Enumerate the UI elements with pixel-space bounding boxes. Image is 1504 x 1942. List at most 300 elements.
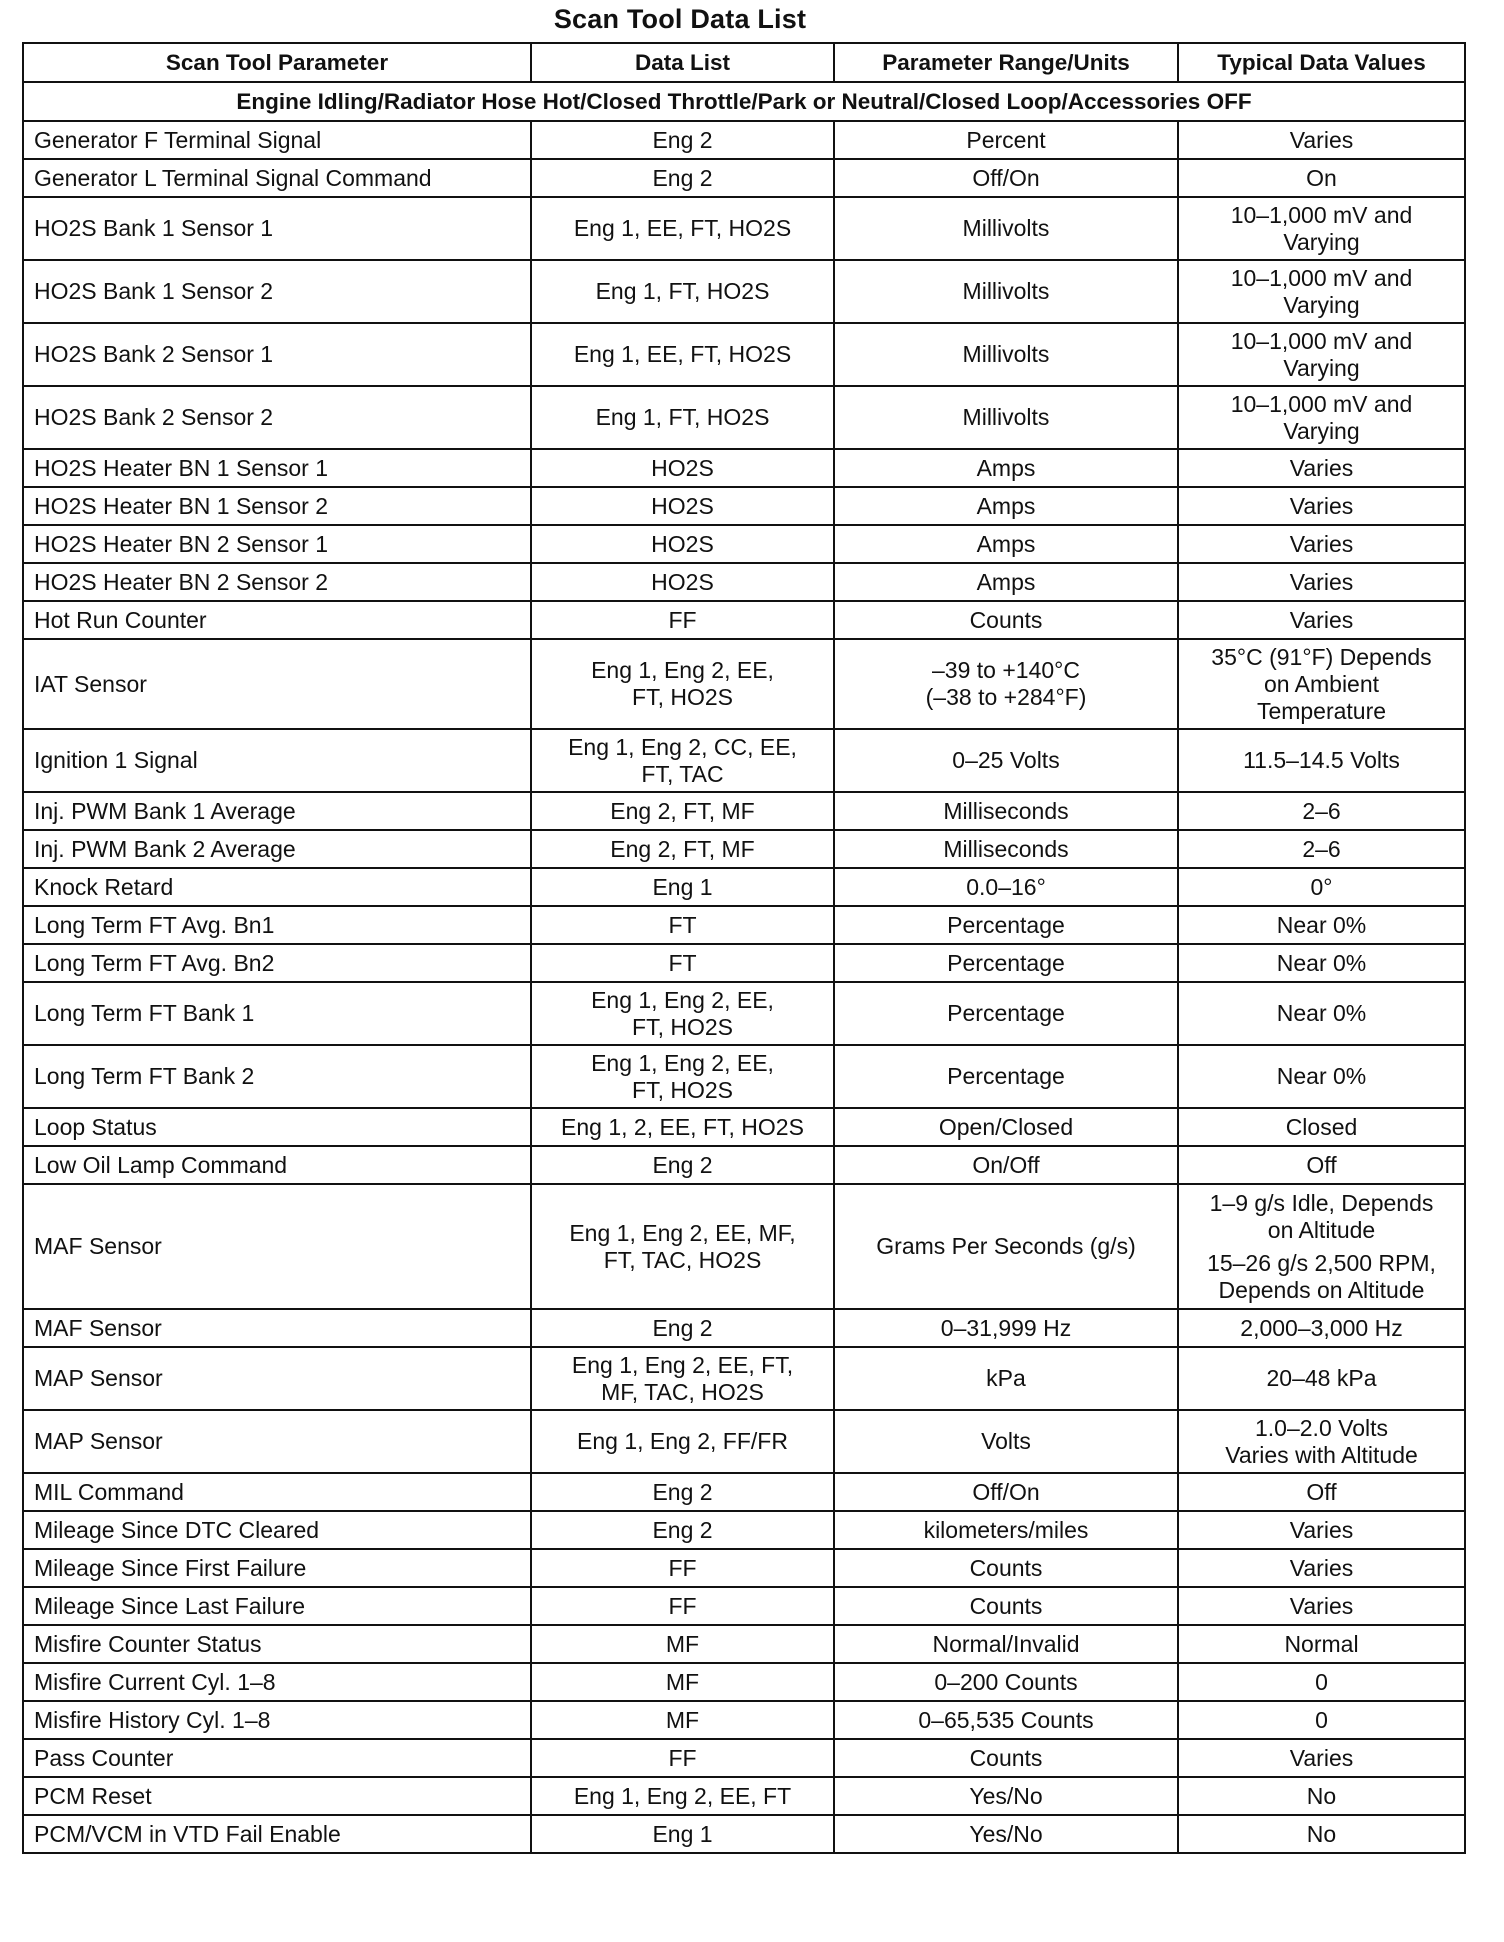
range-units-line: 0–31,999 Hz xyxy=(940,1314,1072,1341)
typical-value-line: Normal xyxy=(1284,1630,1359,1657)
table-row xyxy=(23,1777,1465,1815)
data-list-cell xyxy=(531,449,834,487)
data-list-line: Eng 1 xyxy=(652,873,713,900)
parameter-cell: Hot Run Counter xyxy=(23,601,531,639)
data-list-line: HO2S xyxy=(651,530,714,557)
data-list-cell xyxy=(531,1347,834,1410)
scan-tool-data-table xyxy=(22,42,1466,1854)
range-units-line: Millivolts xyxy=(962,278,1050,304)
data-list-line: Eng 2, FT, MF xyxy=(610,797,755,824)
data-list-cell xyxy=(531,159,834,197)
typical-value-line: Near 0% xyxy=(1276,949,1367,976)
data-list-cell xyxy=(531,868,834,906)
table-row xyxy=(23,563,1465,601)
column-header-range-units: Parameter Range/Units xyxy=(834,43,1178,82)
range-units-cell xyxy=(834,563,1178,601)
range-units-cell xyxy=(834,260,1178,323)
data-list-cell xyxy=(531,1045,834,1108)
data-list-line: FF xyxy=(668,606,697,633)
range-units-cell xyxy=(834,1045,1178,1108)
typical-value-cell xyxy=(1178,639,1465,729)
data-list-cell xyxy=(531,1146,834,1184)
data-list-line: HO2S xyxy=(651,454,714,481)
parameter-cell: Loop Status xyxy=(23,1108,531,1146)
typical-value-line: Varies xyxy=(1289,1592,1354,1619)
range-units-cell xyxy=(834,1410,1178,1473)
typical-value-line: Varies xyxy=(1289,568,1354,595)
typical-value-line: 10–1,000 mV and xyxy=(1230,201,1413,228)
typical-value-line: Varies xyxy=(1289,126,1354,153)
typical-value-line: 2–6 xyxy=(1302,797,1341,824)
typical-value-cell xyxy=(1178,121,1465,159)
data-list-cell xyxy=(531,792,834,830)
typical-value-line: on Altitude xyxy=(1267,1216,1376,1243)
data-list-cell xyxy=(531,1511,834,1549)
data-list-line: Eng 1, Eng 2, EE, xyxy=(591,986,774,1013)
typical-value-line: Varying xyxy=(1283,228,1360,255)
range-units-cell xyxy=(834,1739,1178,1777)
data-list-line: Eng 2 xyxy=(652,126,713,153)
table-row xyxy=(23,1739,1465,1777)
range-units-cell xyxy=(834,1146,1178,1184)
parameter-cell: PCM Reset xyxy=(23,1777,531,1815)
range-units-cell xyxy=(834,944,1178,982)
range-units-line: –39 to +140°C xyxy=(932,657,1080,683)
column-header-typical-values: Typical Data Values xyxy=(1178,43,1465,82)
parameter-cell: Long Term FT Avg. Bn2 xyxy=(23,944,531,982)
typical-value-line: 2–6 xyxy=(1302,835,1341,862)
typical-value-line: Varies xyxy=(1289,1516,1354,1543)
data-list-line: Eng 1, Eng 2, EE, MF, xyxy=(569,1219,796,1246)
data-list-line: FT, TAC, HO2S xyxy=(603,1246,762,1273)
data-list-cell xyxy=(531,1625,834,1663)
range-units-line: Normal/Invalid xyxy=(932,1630,1080,1657)
typical-value-line: 10–1,000 mV and xyxy=(1230,264,1413,291)
data-list-line: MF xyxy=(665,1630,700,1657)
data-list-line: Eng 2, FT, MF xyxy=(610,835,755,862)
table-row xyxy=(23,729,1465,792)
range-units-line: Millivolts xyxy=(962,341,1050,367)
typical-value-line: 35°C (91°F) Depends xyxy=(1211,643,1432,670)
data-list-cell xyxy=(531,1108,834,1146)
table-row xyxy=(23,1701,1465,1739)
typical-value-cell xyxy=(1178,1815,1465,1853)
range-units-line: Percentage xyxy=(947,949,1065,976)
parameter-cell: HO2S Bank 2 Sensor 1 xyxy=(23,323,531,386)
range-units-line: Percentage xyxy=(947,911,1065,938)
typical-value-cell xyxy=(1178,1549,1465,1587)
data-list-line: MF, TAC, HO2S xyxy=(601,1378,764,1405)
data-list-cell xyxy=(531,563,834,601)
typical-value-line: Varying xyxy=(1283,291,1360,318)
typical-value-cell xyxy=(1178,1045,1465,1108)
range-units-line: 0–25 Volts xyxy=(952,747,1060,773)
data-list-line: Eng 1, Eng 2, EE, FT, xyxy=(571,1351,794,1378)
range-units-line: Counts xyxy=(969,1744,1043,1771)
data-list-line: HO2S xyxy=(651,492,714,519)
data-list-cell xyxy=(531,601,834,639)
parameter-cell: Ignition 1 Signal xyxy=(23,729,531,792)
range-units-cell xyxy=(834,1309,1178,1347)
parameter-cell: Long Term FT Avg. Bn1 xyxy=(23,906,531,944)
range-units-line: (–38 to +284°F) xyxy=(925,684,1087,710)
typical-value-line: 1–9 g/s Idle, Depends xyxy=(1209,1189,1434,1216)
typical-value-cell xyxy=(1178,729,1465,792)
range-units-cell xyxy=(834,1473,1178,1511)
range-units-line: Amps xyxy=(976,492,1036,519)
typical-value-line: 1.0–2.0 Volts xyxy=(1255,1414,1388,1441)
range-units-cell xyxy=(834,525,1178,563)
typical-value-cell xyxy=(1178,906,1465,944)
typical-value-cell xyxy=(1178,944,1465,982)
range-units-cell xyxy=(834,1663,1178,1701)
parameter-cell: HO2S Heater BN 1 Sensor 1 xyxy=(23,449,531,487)
parameter-cell: Inj. PWM Bank 1 Average xyxy=(23,792,531,830)
typical-value-line: Varies xyxy=(1289,1554,1354,1581)
data-list-cell xyxy=(531,729,834,792)
parameter-cell: Inj. PWM Bank 2 Average xyxy=(23,830,531,868)
range-units-cell xyxy=(834,1587,1178,1625)
data-list-line: Eng 1, FT, HO2S xyxy=(595,404,770,430)
table-row xyxy=(23,260,1465,323)
page-title: Scan Tool Data List xyxy=(553,4,807,34)
typical-value-cell xyxy=(1178,386,1465,449)
table-row xyxy=(23,197,1465,260)
data-list-line: FF xyxy=(668,1744,697,1771)
data-list-line: Eng 1, Eng 2, FF/FR xyxy=(577,1428,788,1454)
table-row xyxy=(23,1587,1465,1625)
data-list-cell xyxy=(531,1184,834,1309)
parameter-cell: Low Oil Lamp Command xyxy=(23,1146,531,1184)
range-units-line: Volts xyxy=(981,1428,1031,1454)
typical-value-line: 0 xyxy=(1315,1706,1328,1733)
typical-value-cell xyxy=(1178,792,1465,830)
data-list-line: MF xyxy=(665,1706,700,1733)
range-units-cell xyxy=(834,1701,1178,1739)
typical-value-line: Near 0% xyxy=(1276,911,1367,938)
parameter-cell: Mileage Since Last Failure xyxy=(23,1587,531,1625)
data-list-cell xyxy=(531,1587,834,1625)
parameter-cell: MAP Sensor xyxy=(23,1410,531,1473)
range-units-line: Counts xyxy=(969,606,1043,633)
data-list-line: Eng 1, 2, EE, FT, HO2S xyxy=(561,1113,804,1140)
typical-value-line: Depends on Altitude xyxy=(1218,1276,1425,1303)
data-list-line: Eng 1 xyxy=(652,1820,713,1847)
typical-value-cell xyxy=(1178,601,1465,639)
data-list-cell xyxy=(531,1549,834,1587)
test-condition: Engine Idling/Radiator Hose Hot/Closed Throttle/Park or Neutral/Closed Loop/Accessories OFF xyxy=(23,82,1465,121)
typical-value-cell xyxy=(1178,868,1465,906)
table-row xyxy=(23,1473,1465,1511)
data-list-line: FT xyxy=(668,911,697,938)
range-units-line: Grams Per Seconds (g/s) xyxy=(876,1233,1136,1259)
table-row xyxy=(23,1625,1465,1663)
range-units-line: On/Off xyxy=(972,1151,1040,1178)
data-list-line: FT, TAC xyxy=(641,760,724,787)
data-list-cell xyxy=(531,323,834,386)
parameter-cell: HO2S Bank 1 Sensor 1 xyxy=(23,197,531,260)
typical-value-line: Varies xyxy=(1289,454,1354,481)
range-units-cell xyxy=(834,1184,1178,1309)
range-units-line: Amps xyxy=(976,454,1036,481)
data-list-cell xyxy=(531,1473,834,1511)
data-list-cell xyxy=(531,906,834,944)
table-row xyxy=(23,601,1465,639)
parameter-cell: Long Term FT Bank 2 xyxy=(23,1045,531,1108)
typical-value-cell xyxy=(1178,1625,1465,1663)
table-row xyxy=(23,525,1465,563)
parameter-cell: HO2S Heater BN 2 Sensor 1 xyxy=(23,525,531,563)
typical-value-cell xyxy=(1178,563,1465,601)
data-list-cell xyxy=(531,1815,834,1853)
parameter-cell: Generator F Terminal Signal xyxy=(23,121,531,159)
range-units-cell xyxy=(834,121,1178,159)
range-units-line: 0–200 Counts xyxy=(934,1668,1078,1695)
typical-value-line: 15–26 g/s 2,500 RPM, xyxy=(1207,1249,1436,1276)
data-list-line: Eng 1, Eng 2, EE, xyxy=(591,657,774,683)
table-row xyxy=(23,982,1465,1045)
data-list-line: Eng 1, Eng 2, EE, FT xyxy=(573,1782,792,1809)
range-units-line: Yes/No xyxy=(969,1820,1043,1847)
parameter-cell: HO2S Bank 1 Sensor 2 xyxy=(23,260,531,323)
range-units-cell xyxy=(834,1347,1178,1410)
range-units-line: Open/Closed xyxy=(938,1113,1074,1140)
typical-value-line: 2,000–3,000 Hz xyxy=(1240,1314,1403,1341)
data-list-line: MF xyxy=(665,1668,700,1695)
table-row xyxy=(23,1108,1465,1146)
range-units-line: kPa xyxy=(986,1365,1026,1391)
parameter-cell: IAT Sensor xyxy=(23,639,531,729)
data-list-cell xyxy=(531,1309,834,1347)
data-list-line: Eng 2 xyxy=(652,1516,713,1543)
range-units-line: Counts xyxy=(969,1592,1043,1619)
range-units-cell xyxy=(834,868,1178,906)
data-list-line: FT, HO2S xyxy=(632,684,733,710)
range-units-cell xyxy=(834,197,1178,260)
range-units-cell xyxy=(834,159,1178,197)
typical-value-line: Varying xyxy=(1283,354,1360,381)
table-row xyxy=(23,906,1465,944)
range-units-cell xyxy=(834,1815,1178,1853)
typical-value-line: 11.5–14.5 Volts xyxy=(1243,747,1400,773)
condition-row xyxy=(23,82,1465,121)
data-list-cell xyxy=(531,830,834,868)
table-row xyxy=(23,487,1465,525)
range-units-cell xyxy=(834,386,1178,449)
range-units-cell xyxy=(834,601,1178,639)
table-row xyxy=(23,1045,1465,1108)
data-list-line: Eng 2 xyxy=(652,1478,713,1505)
data-list-line: Eng 2 xyxy=(652,1151,713,1178)
range-units-line: 0–65,535 Counts xyxy=(918,1706,1094,1733)
typical-value-cell xyxy=(1178,1739,1465,1777)
data-list-cell xyxy=(531,487,834,525)
typical-value-line: Near 0% xyxy=(1276,1063,1367,1089)
typical-value-cell xyxy=(1178,982,1465,1045)
typical-value-line: On xyxy=(1306,164,1337,191)
typical-value-cell xyxy=(1178,1587,1465,1625)
range-units-line: Millivolts xyxy=(962,404,1050,430)
table-row xyxy=(23,792,1465,830)
typical-value-cell xyxy=(1178,1108,1465,1146)
typical-value-cell xyxy=(1178,1309,1465,1347)
table-row xyxy=(23,830,1465,868)
data-list-cell xyxy=(531,1739,834,1777)
typical-value-line: 20–48 kPa xyxy=(1266,1365,1377,1391)
data-list-line: FF xyxy=(668,1554,697,1581)
range-units-line: Counts xyxy=(969,1554,1043,1581)
data-list-line: Eng 1, EE, FT, HO2S xyxy=(573,215,792,241)
typical-value-line: Varies xyxy=(1289,1744,1354,1771)
table-header-row xyxy=(23,43,1465,82)
typical-value-line: No xyxy=(1306,1782,1337,1809)
data-list-cell xyxy=(531,1777,834,1815)
typical-value-line: 0 xyxy=(1315,1668,1328,1695)
range-units-cell xyxy=(834,792,1178,830)
table-row xyxy=(23,944,1465,982)
range-units-cell xyxy=(834,323,1178,386)
data-list-cell xyxy=(531,525,834,563)
parameter-cell: MAF Sensor xyxy=(23,1309,531,1347)
range-units-cell xyxy=(834,1511,1178,1549)
data-list-cell xyxy=(531,639,834,729)
range-units-cell xyxy=(834,1549,1178,1587)
table-row xyxy=(23,1184,1465,1309)
data-list-line: FT xyxy=(668,949,697,976)
range-units-cell xyxy=(834,729,1178,792)
parameter-cell: Pass Counter xyxy=(23,1739,531,1777)
typical-value-cell xyxy=(1178,1410,1465,1473)
data-list-cell xyxy=(531,1701,834,1739)
data-list-line: Eng 1, FT, HO2S xyxy=(595,278,770,304)
table-row xyxy=(23,449,1465,487)
typical-value-cell xyxy=(1178,487,1465,525)
typical-value-cell xyxy=(1178,1701,1465,1739)
typical-value-line: on Ambient xyxy=(1263,670,1380,697)
typical-value-line: Off xyxy=(1306,1478,1337,1505)
typical-value-line: Near 0% xyxy=(1276,1000,1367,1026)
table-row xyxy=(23,121,1465,159)
data-list-cell xyxy=(531,982,834,1045)
range-units-line: Off/On xyxy=(972,1478,1040,1505)
data-list-cell xyxy=(531,386,834,449)
table-row xyxy=(23,1410,1465,1473)
range-units-line: Off/On xyxy=(972,164,1040,191)
typical-value-line: Off xyxy=(1306,1151,1337,1178)
data-list-line: HO2S xyxy=(651,568,714,595)
data-list-cell xyxy=(531,121,834,159)
table-row xyxy=(23,868,1465,906)
parameter-cell: Misfire Current Cyl. 1–8 xyxy=(23,1663,531,1701)
parameter-cell: HO2S Heater BN 1 Sensor 2 xyxy=(23,487,531,525)
range-units-line: Yes/No xyxy=(969,1782,1043,1809)
data-list-line: Eng 1, Eng 2, EE, xyxy=(591,1049,774,1076)
typical-value-line: 0° xyxy=(1310,873,1333,900)
table-body xyxy=(23,121,1465,1853)
range-units-cell xyxy=(834,487,1178,525)
table-row xyxy=(23,323,1465,386)
data-list-line: FF xyxy=(668,1592,697,1619)
range-units-cell xyxy=(834,830,1178,868)
column-header-data-list: Data List xyxy=(531,43,834,82)
data-list-cell xyxy=(531,197,834,260)
typical-value-cell xyxy=(1178,449,1465,487)
range-units-cell xyxy=(834,1777,1178,1815)
data-list-cell xyxy=(531,260,834,323)
typical-value-cell xyxy=(1178,260,1465,323)
typical-value-line: Varies with Altitude xyxy=(1225,1441,1418,1468)
table-row xyxy=(23,159,1465,197)
table-row xyxy=(23,1146,1465,1184)
data-list-cell xyxy=(531,1663,834,1701)
parameter-cell: Knock Retard xyxy=(23,868,531,906)
parameter-cell: MAF Sensor xyxy=(23,1184,531,1309)
typical-value-line: 10–1,000 mV and xyxy=(1230,327,1413,354)
typical-value-cell xyxy=(1178,1347,1465,1410)
table-row xyxy=(23,639,1465,729)
parameter-cell: MAP Sensor xyxy=(23,1347,531,1410)
typical-value-line: Varies xyxy=(1289,530,1354,557)
data-list-line: FT, HO2S xyxy=(632,1076,733,1103)
typical-value-cell xyxy=(1178,525,1465,563)
typical-value-cell xyxy=(1178,323,1465,386)
typical-value-line: 10–1,000 mV and xyxy=(1230,390,1413,417)
range-units-line: Milliseconds xyxy=(943,797,1069,824)
range-units-cell xyxy=(834,639,1178,729)
table-row xyxy=(23,1309,1465,1347)
range-units-line: Percentage xyxy=(947,1063,1065,1089)
range-units-line: kilometers/miles xyxy=(923,1516,1089,1543)
parameter-cell: Mileage Since DTC Cleared xyxy=(23,1511,531,1549)
data-list-cell xyxy=(531,944,834,982)
range-units-cell xyxy=(834,982,1178,1045)
data-list-line: Eng 2 xyxy=(652,1314,713,1341)
data-list-line: Eng 2 xyxy=(652,164,713,191)
typical-value-cell xyxy=(1178,1511,1465,1549)
data-list-cell xyxy=(531,1410,834,1473)
typical-value-line: No xyxy=(1306,1820,1337,1847)
range-units-cell xyxy=(834,906,1178,944)
range-units-line: 0.0–16° xyxy=(966,873,1046,900)
column-header-parameter: Scan Tool Parameter xyxy=(23,43,531,82)
range-units-cell xyxy=(834,449,1178,487)
range-units-line: Amps xyxy=(976,568,1036,595)
range-units-cell xyxy=(834,1625,1178,1663)
typical-value-cell xyxy=(1178,197,1465,260)
parameter-cell: HO2S Bank 2 Sensor 2 xyxy=(23,386,531,449)
typical-value-line: Varies xyxy=(1289,606,1354,633)
typical-value-cell xyxy=(1178,830,1465,868)
parameter-cell: Misfire Counter Status xyxy=(23,1625,531,1663)
typical-value-line: Varying xyxy=(1283,417,1360,444)
data-list-line: Eng 1, Eng 2, CC, EE, xyxy=(568,733,797,760)
typical-value-line: Varies xyxy=(1289,492,1354,519)
table-row xyxy=(23,386,1465,449)
data-list-line: Eng 1, EE, FT, HO2S xyxy=(573,341,792,367)
typical-value-line: Temperature xyxy=(1256,697,1387,724)
data-list-line: FT, HO2S xyxy=(632,1013,733,1040)
typical-value-cell xyxy=(1178,159,1465,197)
table-row xyxy=(23,1815,1465,1853)
typical-value-cell xyxy=(1178,1184,1465,1309)
range-units-line: Percent xyxy=(966,126,1046,153)
parameter-cell: Generator L Terminal Signal Command xyxy=(23,159,531,197)
parameter-cell: MIL Command xyxy=(23,1473,531,1511)
range-units-line: Amps xyxy=(976,530,1036,557)
table-row xyxy=(23,1347,1465,1410)
typical-value-cell xyxy=(1178,1473,1465,1511)
typical-value-cell xyxy=(1178,1663,1465,1701)
